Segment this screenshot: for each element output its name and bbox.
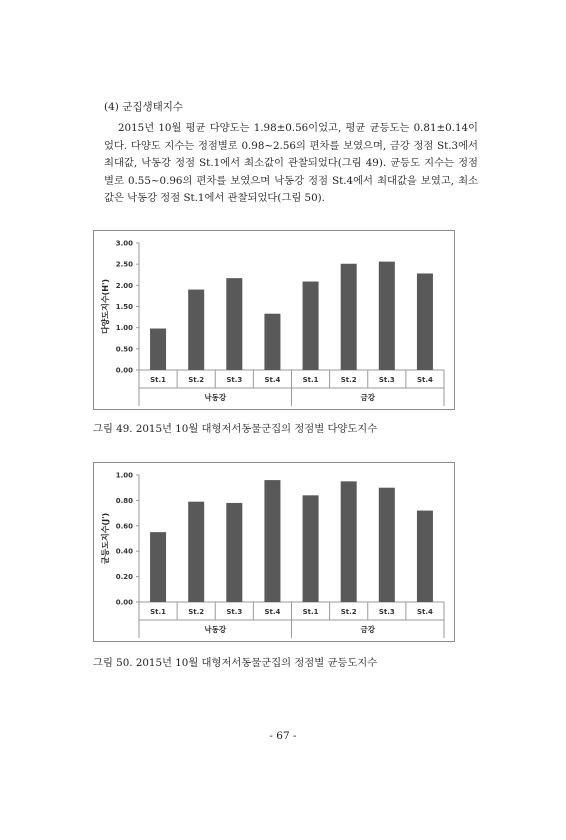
y-tick-label: 0.50 — [115, 345, 133, 354]
bar — [303, 282, 319, 370]
body-paragraph: 2015년 10월 평균 다양도는 1.98±0.56이었고, 평균 균등도는 0.81±0.14이었다. 다양도 지수는 정점별로 0.98~2.56의 편차를 보였으며, 금강 정점 St.3에서 최대값, 낙동강 정점 St.1에서 최소값이 관찰되었다(그림 49). 균등도 지수는 정점별로 0.55~0.96의 편차를 보였으며 낙동강 정점 St.4에서 최대값을 보였고, 최소값은 낙동강 정점 St.1에서 관찰되었다(그림 50). — [104, 122, 478, 205]
y-tick-label: 1.50 — [115, 303, 133, 311]
y-tick-label: 2.50 — [115, 260, 133, 269]
y-axis-label: 다양도지수(H') — [101, 278, 110, 335]
y-tick-label: 1.00 — [115, 324, 133, 333]
x-tick-label: St.1 — [150, 608, 167, 616]
y-tick-label: 0.00 — [115, 598, 133, 607]
x-group-label: 낙동강 — [204, 393, 227, 402]
bar — [150, 329, 166, 370]
x-tick-label: St.3 — [226, 608, 243, 616]
y-axis-label: 균등도지수(J') — [101, 512, 110, 565]
x-group-label: 금강 — [360, 393, 375, 402]
x-tick-label: St.4 — [264, 376, 281, 384]
x-tick-label: St.1 — [150, 376, 167, 384]
x-group-label: 금강 — [360, 625, 375, 634]
x-tick-label: St.2 — [188, 608, 205, 616]
bar — [341, 481, 357, 602]
bar — [417, 511, 433, 602]
bar — [264, 314, 280, 370]
evenness-chart — [93, 462, 455, 642]
bar — [226, 503, 242, 602]
bar — [341, 264, 357, 370]
x-tick-label: St.4 — [416, 608, 433, 616]
page-number: - 67 - — [269, 730, 297, 742]
diversity-chart-svg — [94, 231, 454, 409]
x-tick-label: St.2 — [188, 376, 205, 384]
bar — [379, 488, 395, 602]
y-tick-label: 0.20 — [115, 573, 133, 582]
figure-50-caption: 그림 50. 2015년 10월 대형저서동물군집의 정점별 균등도지수 — [93, 657, 378, 669]
x-tick-label: St.2 — [340, 608, 357, 616]
bar — [417, 273, 433, 370]
y-tick-label: 0.80 — [115, 496, 133, 505]
y-tick-label: 1.00 — [115, 471, 133, 480]
y-tick-label: 3.00 — [115, 239, 133, 248]
section-title: (4) 군집생태지수 — [104, 101, 184, 113]
x-tick-label: St.4 — [264, 608, 281, 616]
y-tick-label: 2.00 — [115, 281, 133, 290]
bar — [379, 262, 395, 370]
y-tick-label: 0.00 — [115, 366, 133, 375]
evenness-chart-svg — [94, 463, 454, 641]
diversity-chart — [93, 230, 455, 410]
x-group-label: 낙동강 — [204, 625, 227, 634]
x-tick-label: St.2 — [340, 376, 357, 384]
x-tick-label: St.1 — [302, 376, 319, 384]
x-tick-label: St.3 — [378, 376, 395, 384]
y-tick-label: 0.60 — [115, 522, 133, 531]
bar — [264, 480, 280, 602]
x-tick-label: St.1 — [302, 608, 319, 616]
figure-49-caption: 그림 49. 2015년 10월 대형저서동물군집의 정점별 다양도지수 — [93, 423, 378, 435]
y-tick-label: 0.40 — [115, 547, 133, 556]
bar — [188, 502, 204, 602]
x-tick-label: St.3 — [226, 376, 243, 384]
bar — [303, 495, 319, 602]
x-tick-label: St.4 — [416, 376, 433, 384]
x-tick-label: St.3 — [378, 608, 395, 616]
bar — [150, 532, 166, 602]
bar — [226, 278, 242, 370]
bar — [188, 290, 204, 370]
